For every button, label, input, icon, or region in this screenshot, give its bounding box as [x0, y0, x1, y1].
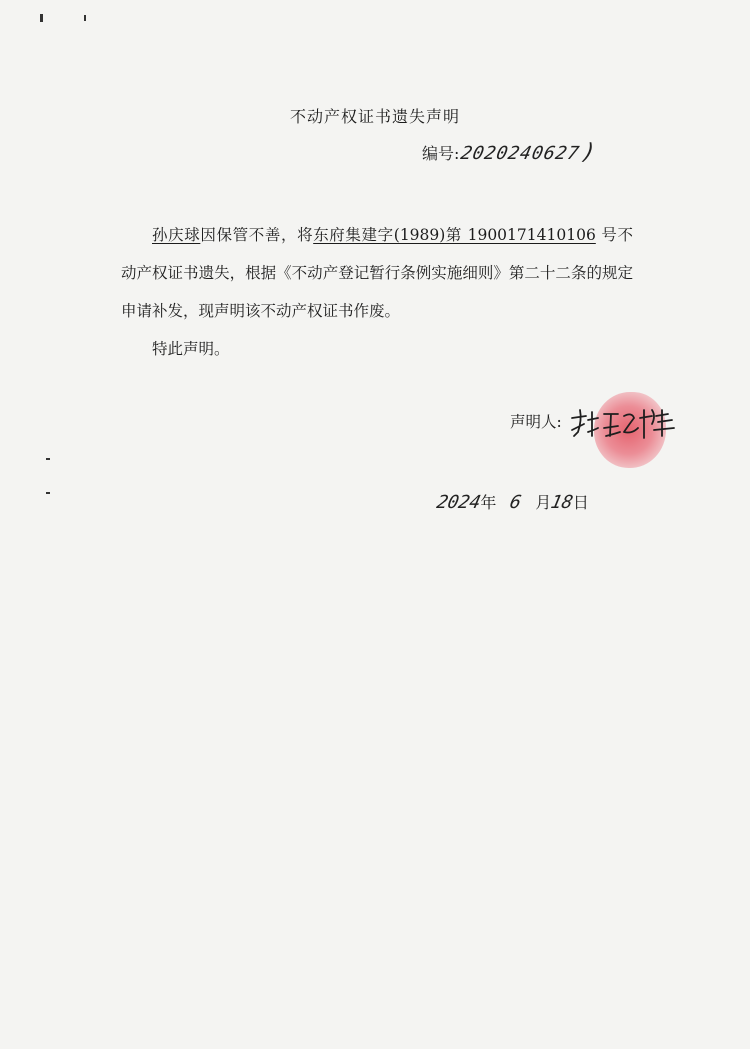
document-title: 不动产权证书遗失声明	[289, 107, 460, 126]
declarant-label: 声明人:	[510, 413, 562, 431]
number-label: 编号:	[422, 144, 460, 163]
handwritten-paren: )	[579, 140, 598, 165]
paragraph-text: 因保管不善，将	[200, 226, 314, 244]
declaration-body	[121, 216, 633, 368]
declarant-line	[510, 410, 562, 432]
date-day: 18	[549, 492, 576, 513]
closing-statement: 特此声明。	[152, 340, 230, 358]
scan-mark	[46, 458, 50, 460]
owner-name: 孙庆球	[152, 226, 201, 244]
day-char: 日	[572, 493, 589, 512]
date-month: 6	[508, 492, 524, 513]
scan-mark	[40, 14, 43, 22]
year-char: 年	[480, 493, 497, 512]
document-number	[422, 140, 598, 165]
scan-mark	[46, 492, 50, 494]
paragraph-text: 号不动产权证书遗失，根据《不动产登记暂行条例实施细则》第二十二条的规定申请补发，现声明该不动产权证书作废。	[121, 226, 633, 320]
handwritten-number: 2020240627	[459, 143, 583, 164]
declaration-paragraph	[121, 216, 633, 330]
date-year: 2024	[434, 492, 483, 513]
handwritten-signature	[568, 402, 680, 446]
scan-mark	[84, 15, 86, 21]
certificate-reference: 东府集建字(1989)第 1900171410106	[313, 226, 596, 244]
signing-date	[434, 490, 589, 513]
month-char: 月	[535, 493, 552, 512]
